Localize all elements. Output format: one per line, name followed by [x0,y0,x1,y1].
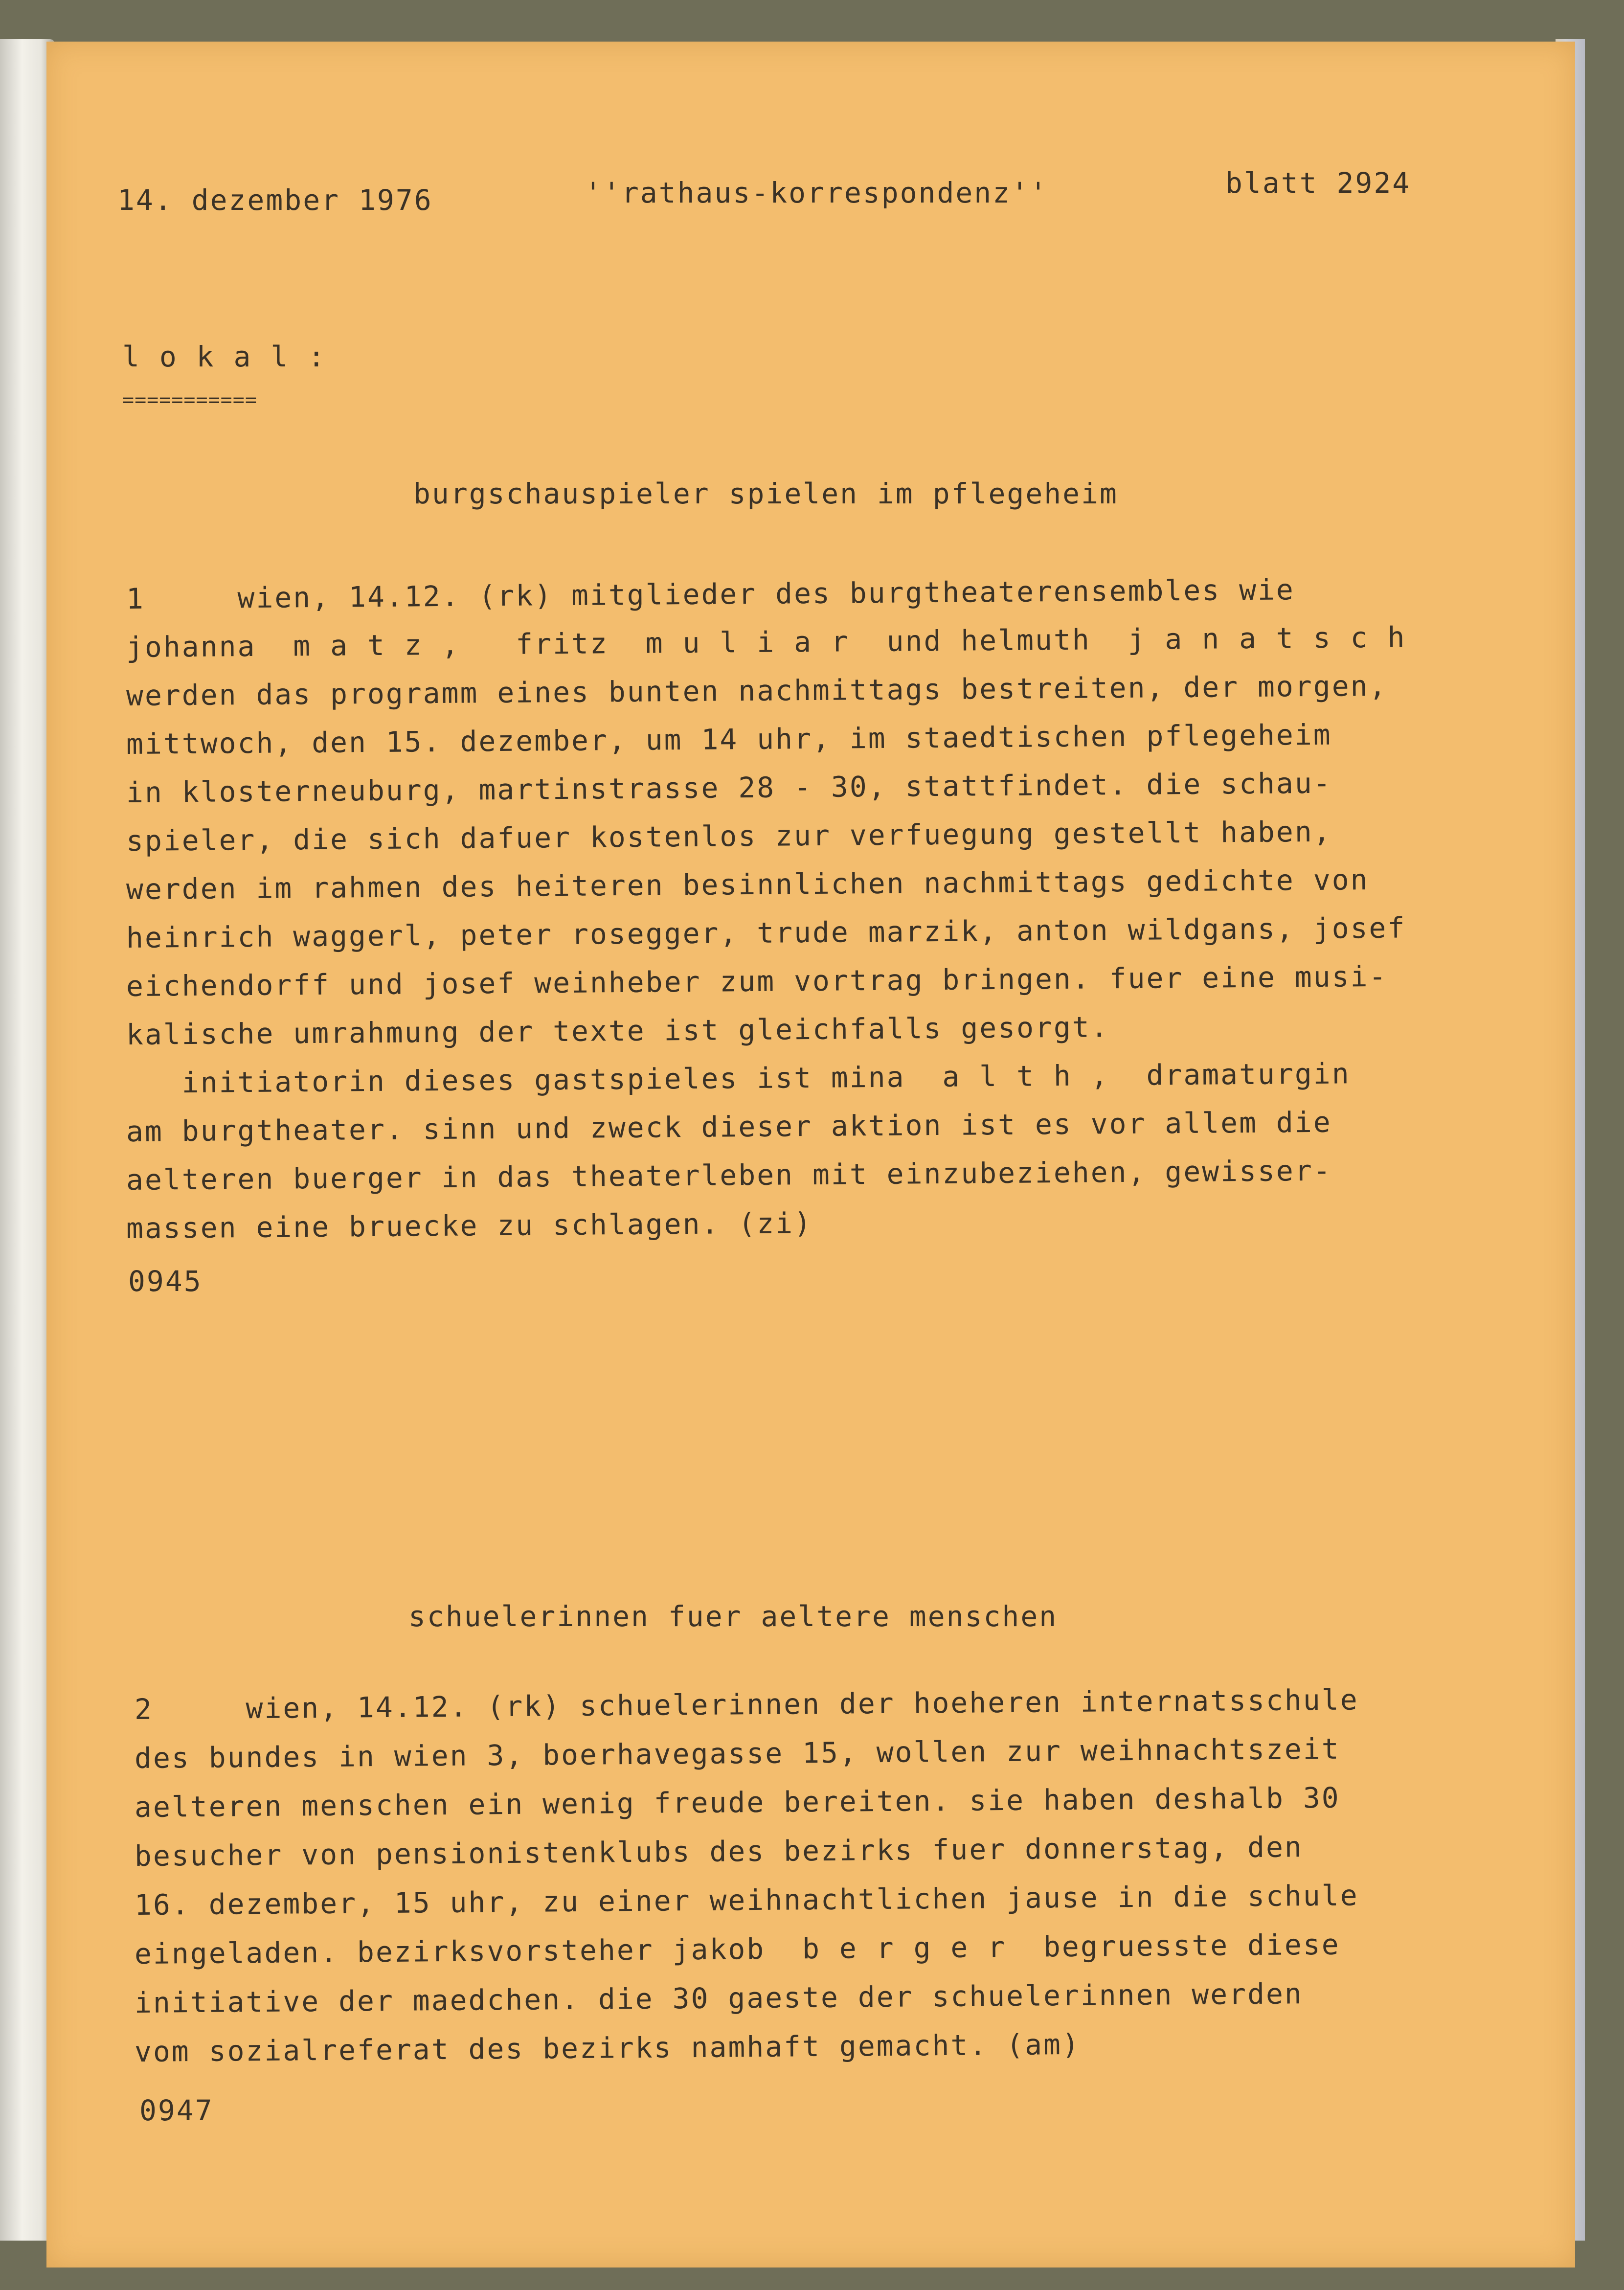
article2-line: 16. dezember, 15 uhr, zu einer weihnachtlichen jause in die schule [134,1879,1359,1922]
section-label: l o k a l : [122,340,327,373]
header-sheet-number: blatt 2924 [1225,166,1411,200]
article-1-title: burgschauspieler spielen im pflegeheim [413,477,1118,510]
article1-line: mittwoch, den 15. dezember, um 14 uhr, im staedtischen pflegeheim [126,718,1332,761]
article2-line: des bundes in wien 3, boerhavegasse 15, wollen zur weihnachtszeit [134,1732,1340,1775]
header-publication: ''rathaus-korrespondenz'' [585,176,1048,209]
article2-line: vom sozialreferat des bezirks namhaft gemacht. (am) [134,2027,1081,2068]
section-underline: =========== [122,389,257,411]
article1-line: am burgtheater. sinn und zweck dieser aktion ist es vor allem die [126,1105,1332,1148]
article2-line: initiative der maedchen. die 30 gaeste der schuelerinnen werden [134,1977,1304,2019]
article1-line: in klosterneuburg, martinstrasse 28 - 30, stattfindet. die schau- [126,766,1332,809]
article1-line: spieler, die sich dafuer kostenlos zur verfuegung gestellt haben, [126,815,1332,858]
article2-line: aelteren menschen ein wenig freude bereiten. sie haben deshalb 30 [134,1781,1340,1824]
article1-line: aelteren buerger in das theaterleben mit einzubeziehen, gewisser- [126,1154,1332,1197]
article-2-code: 0947 [139,2094,214,2127]
article1-line: johanna m a t z , fritz m u l i a r und helmuth j a n a t s c h [126,620,1406,664]
header-date: 14. dezember 1976 [117,183,433,217]
article1-line: massen eine bruecke zu schlagen. (zi) [126,1206,813,1245]
article2-line: eingeladen. bezirksvorsteher jakob b e r g e r begruesste diese [134,1927,1340,1971]
article1-line: eichendorff und josef weinheber zum vortrag bringen. fuer eine musi- [126,959,1388,1003]
article1-line: 1 wien, 14.12. (rk) mitglieder des burgtheaterensembles wie [126,573,1295,615]
article1-line: heinrich waggerl, peter rosegger, trude marzik, anton wildgans, josef [126,911,1406,954]
article1-line: initiatorin dieses gastspieles ist mina a l t h , dramaturgin [126,1057,1351,1100]
article1-line: werden im rahmen des heiteren besinnlichen nachmittags gedichte von [126,863,1369,906]
article-2-title: schuelerinnen fuer aeltere menschen [408,1600,1058,1633]
article2-line: besucher von pensionistenklubs des bezirks fuer donnerstag, den [134,1830,1304,1873]
article-1-code: 0945 [128,1265,203,1298]
article1-line: werden das programm eines bunten nachmittags bestreiten, der morgen, [126,669,1388,712]
article2-line: 2 wien, 14.12. (rk) schuelerinnen der hoeheren internatsschule [134,1683,1359,1726]
article1-line: kalische umrahmung der texte ist gleichfalls gesorgt. [126,1010,1109,1051]
